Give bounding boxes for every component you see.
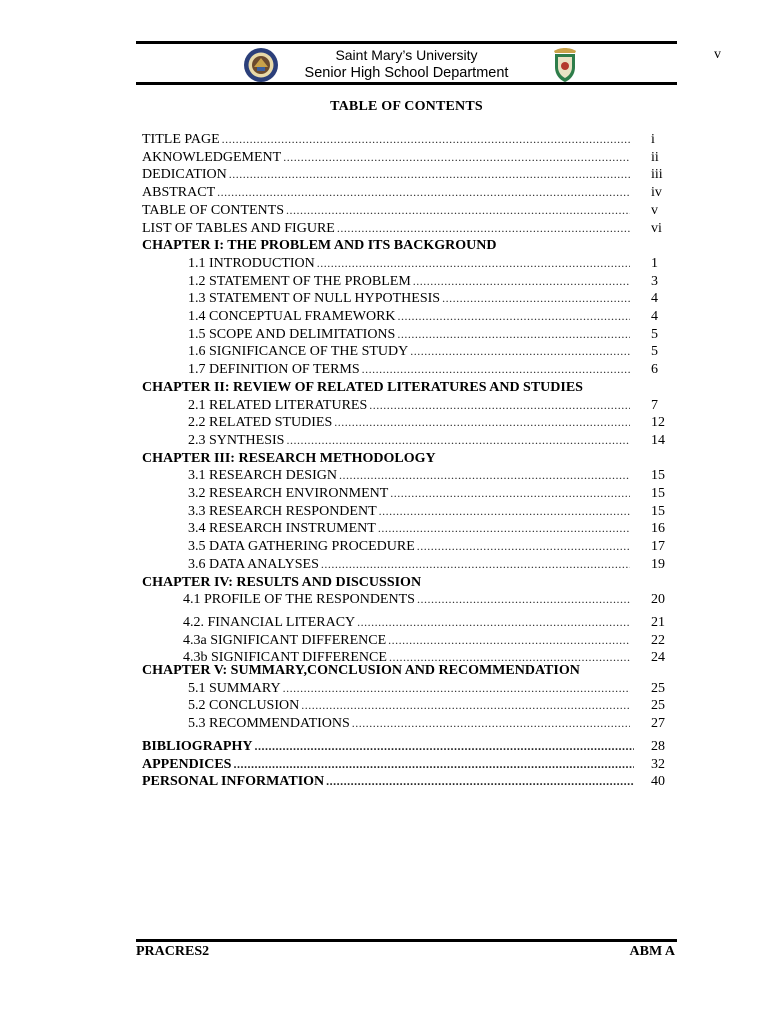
dot-leader: [286, 203, 630, 218]
toc-entry: [142, 739, 634, 757]
dot-leader: [397, 327, 630, 342]
toc-entry-page: ii: [651, 149, 659, 165]
toc-entry-page: 15: [651, 486, 665, 501]
dot-leader: [442, 291, 630, 306]
toc-entry-page: i: [651, 132, 655, 147]
toc-entry-page: 32: [651, 756, 665, 772]
dot-leader: [417, 539, 630, 554]
toc-entry-page: 4: [651, 309, 658, 324]
toc-entry: [188, 433, 630, 451]
toc-entry-label: 1.5 SCOPE AND DELIMITATIONS: [188, 326, 396, 342]
dot-leader: [233, 757, 634, 772]
toc-entry: [142, 150, 630, 168]
toc-entry-page: 5: [651, 344, 658, 360]
toc-entry-page: 16: [651, 521, 665, 537]
toc-entry-page: vi: [651, 220, 662, 236]
toc-entry-label: 5.2 CONCLUSION: [188, 698, 300, 714]
dot-leader: [334, 415, 630, 430]
toc-entry-page: 22: [651, 632, 665, 648]
toc-entry-page: 17: [651, 539, 665, 555]
toc-entry-page: 6: [651, 362, 658, 378]
toc-entry: [183, 592, 630, 610]
toc-entry: [188, 504, 630, 522]
toc-entry: [142, 132, 630, 150]
toc-entry: [188, 344, 630, 362]
toc-entry: [188, 681, 630, 699]
toc-entry: [188, 698, 630, 716]
toc-entry-label: DEDICATION: [142, 167, 227, 183]
toc-entry-label: TITLE PAGE: [142, 132, 220, 147]
toc-entry: [188, 468, 630, 486]
toc-entry-page: 19: [651, 556, 665, 572]
toc-entry-label: 1.4 CONCEPTUAL FRAMEWORK: [188, 309, 396, 324]
toc-entry-label: TABLE OF CONTENTS: [142, 202, 284, 218]
toc-entry: [183, 633, 630, 651]
dot-leader: [379, 504, 630, 519]
toc-entry-page: 27: [651, 716, 665, 732]
footer-course: PRACRES2: [136, 944, 210, 959]
dot-leader: [222, 132, 630, 147]
toc-entry: [188, 327, 630, 345]
department-name: Senior High School Department: [304, 65, 509, 81]
dot-leader: [390, 486, 630, 501]
footer-rule: [136, 939, 677, 942]
dot-leader: [337, 221, 630, 236]
toc-entry-page: 25: [651, 680, 665, 696]
page-title: TABLE OF CONTENTS: [330, 99, 483, 114]
toc-entry-label: 3.5 DATA GATHERING PROCEDURE: [188, 539, 415, 555]
toc-entry-page: 3: [651, 273, 658, 289]
dot-leader: [413, 274, 630, 289]
toc-entry-page: 7: [651, 397, 658, 413]
dot-leader: [229, 167, 630, 182]
toc-entry: [188, 716, 630, 734]
toc-entry-page: 1: [651, 255, 658, 271]
toc-entry-page: 15: [651, 503, 665, 519]
toc-entry-page: 40: [651, 774, 665, 790]
dot-leader: [286, 433, 630, 448]
dot-leader: [283, 681, 630, 696]
toc-entry-label: 2.1 RELATED LITERATURES: [188, 397, 368, 413]
toc-entry-page: 15: [651, 468, 665, 484]
dot-leader: [283, 150, 630, 165]
toc-entry-label: 2.2 RELATED STUDIES: [188, 415, 333, 431]
toc-entry: [188, 309, 630, 327]
dot-leader: [326, 774, 634, 789]
toc-entry-page: 28: [651, 738, 665, 754]
toc-entry: [188, 415, 630, 433]
dot-leader: [217, 185, 630, 200]
toc-entry-label: 5.1 SUMMARY: [188, 680, 281, 696]
toc-entry: [142, 757, 634, 775]
chapter-heading: CHAPTER III: RESEARCH METHODOLOGY: [142, 450, 436, 466]
toc-entry: [188, 274, 630, 292]
toc-entry-page: 21: [651, 614, 665, 630]
toc-entry-label: 4.1 PROFILE OF THE RESPONDENTS: [183, 592, 415, 608]
toc-entry-label: 2.3 SYNTHESIS: [188, 432, 285, 448]
toc-entry: [188, 256, 630, 274]
toc-entry-label: 1.3 STATEMENT OF NULL HYPOTHESIS: [188, 291, 441, 307]
toc-entry-label: PERSONAL INFORMATION: [142, 774, 325, 790]
toc-entry-label: 3.4 RESEARCH INSTRUMENT: [188, 521, 376, 537]
toc-entry: [142, 185, 630, 203]
dot-leader: [388, 633, 630, 648]
toc-entry-page: iii: [651, 167, 663, 183]
toc-entry-label: 4.3a SIGNIFICANT DIFFERENCE: [183, 632, 387, 648]
dot-leader: [369, 398, 630, 413]
toc-entry-label: LIST OF TABLES AND FIGURE: [142, 220, 335, 236]
dot-leader: [339, 468, 630, 483]
toc-entry: [188, 398, 630, 416]
dot-leader: [321, 557, 630, 572]
dot-leader: [378, 521, 630, 536]
toc-entry: [188, 362, 630, 380]
toc-entry: [142, 167, 630, 185]
dot-leader: [357, 615, 630, 630]
toc-entry-label: 3.1 RESEARCH DESIGN: [188, 468, 337, 484]
toc-entry-label: 1.2 STATEMENT OF THE PROBLEM: [188, 273, 411, 289]
toc-entry-page: 5: [651, 326, 658, 342]
toc-entry-label: 3.6 DATA ANALYSES: [188, 556, 319, 572]
dot-leader: [352, 716, 630, 731]
toc-entry: [183, 615, 630, 633]
toc-entry-label: 4.3b SIGNIFICANT DIFFERENCE: [183, 650, 387, 666]
toc-entry-label: 1.6 SIGNIFICANCE OF THE STUDY: [188, 344, 409, 360]
toc-entry-label: 3.2 RESEARCH ENVIRONMENT: [188, 486, 389, 501]
chapter-heading: CHAPTER V: SUMMARY,CONCLUSION AND RECOMMENDATION: [142, 663, 580, 678]
toc-entry: [188, 291, 630, 309]
toc-entry-page: iv: [651, 185, 662, 201]
toc-entry-page: 4: [651, 291, 658, 307]
toc-entry: [188, 557, 630, 575]
dot-leader: [417, 592, 630, 607]
toc-entry-page: 24: [651, 650, 665, 666]
dot-leader: [410, 344, 630, 359]
toc-entry-label: BIBLIOGRAPHY: [142, 738, 253, 754]
toc-entry: [142, 774, 634, 792]
toc-entry: [188, 539, 630, 557]
dot-leader: [398, 309, 630, 324]
dot-leader: [317, 256, 630, 271]
toc-entry-page: 12: [651, 415, 665, 431]
toc-entry-label: ABSTRACT: [142, 185, 216, 201]
chapter-heading: CHAPTER I: THE PROBLEM AND ITS BACKGROUND: [142, 238, 497, 254]
toc-entry-label: AKNOWLEDGEMENT: [142, 149, 282, 165]
university-name: Saint Mary’s University: [335, 47, 478, 63]
dot-leader: [254, 739, 634, 754]
toc-entry-page: v: [651, 202, 658, 218]
toc-entry: [188, 486, 630, 504]
document-header: [136, 43, 677, 83]
toc-entry-label: 1.1 INTRODUCTION: [188, 255, 315, 271]
toc-entry-page: 14: [651, 432, 665, 448]
page-number: v: [714, 47, 721, 62]
chapter-heading: CHAPTER IV: RESULTS AND DISCUSSION: [142, 574, 422, 590]
toc-entry: [188, 521, 630, 539]
toc-entry: [142, 203, 630, 221]
crest-icon: [546, 47, 584, 83]
header-bottom-rule: [136, 82, 677, 85]
footer-section: ABM A: [629, 944, 675, 959]
dot-leader: [362, 362, 630, 377]
toc-entry-label: 3.3 RESEARCH RESPONDENT: [188, 503, 377, 519]
toc-entry-label: 4.2. FINANCIAL LITERACY: [183, 614, 356, 630]
toc-entry-label: 5.3 RECOMMENDATIONS: [188, 716, 350, 732]
toc-entry-page: 25: [651, 698, 665, 714]
toc-entry-page: 20: [651, 592, 665, 608]
toc-entry-label: APPENDICES: [142, 756, 232, 772]
toc-entry: [142, 221, 630, 239]
chapter-heading: CHAPTER II: REVIEW OF RELATED LITERATURES AND STUDIES: [142, 379, 583, 395]
dot-leader: [301, 698, 630, 713]
toc-entry-label: 1.7 DEFINITION OF TERMS: [188, 362, 360, 378]
